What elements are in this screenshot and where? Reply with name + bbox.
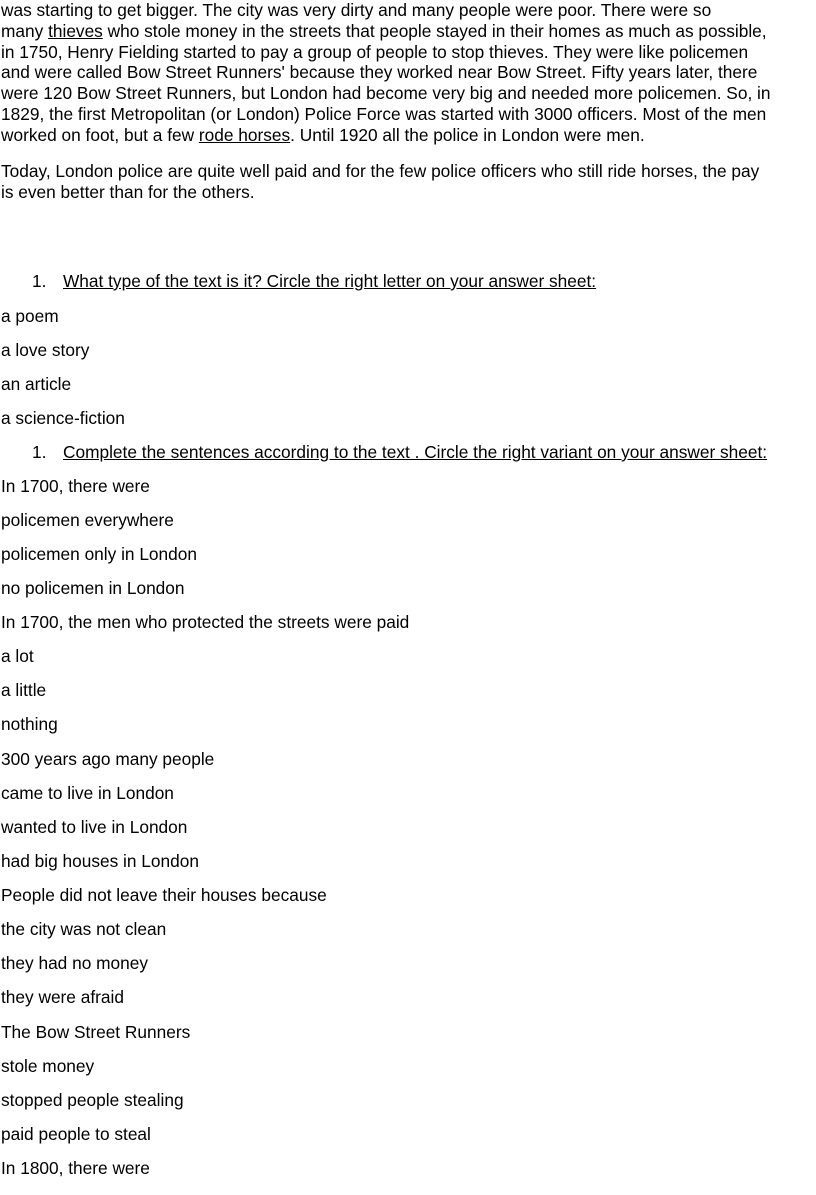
q2-item-option: no policemen in London	[1, 578, 185, 598]
q1-option-a: a poem	[1, 306, 59, 326]
q2-item-prompt: In 1700, the men who protected the streets were paid	[1, 612, 410, 632]
passage-text: who stole money in the streets that people stayed in their homes as much as possible,	[102, 20, 767, 41]
q2-item-prompt: The Bow Street Runners	[1, 1022, 191, 1042]
q2-item-option: wanted to live in London	[1, 817, 188, 837]
passage-line: is even better than for the others.	[1, 181, 255, 202]
passage-line: and were called Bow Street Runners' because they worked near Bow Street. Fifty years later, there	[1, 62, 758, 83]
question-2-number: 1.	[32, 442, 47, 462]
passage-text: worked on foot, but a few	[1, 124, 199, 145]
question-2-text: Complete the sentences according to the text . Circle the right variant on your answer sheet:	[63, 442, 768, 462]
passage-line: in 1750, Henry Fielding started to pay a group of people to stop thieves. They were like policemen	[1, 41, 749, 62]
q2-item-prompt: In 1700, there were	[1, 476, 150, 496]
passage-paragraph-1	[1, 0, 771, 146]
q2-item-option: a lot	[1, 646, 34, 666]
q2-item-option: stole money	[1, 1056, 95, 1076]
q2-item-option: they were afraid	[1, 987, 124, 1007]
q1-option-b: a love story	[1, 340, 90, 360]
thieves-link[interactable]: thieves	[48, 20, 103, 41]
q2-item-prompt: 300 years ago many people	[1, 749, 215, 769]
passage-line: was starting to get bigger. The city was very dirty and many people were poor. There were so	[1, 0, 712, 20]
q1-option-d: a science-fiction	[1, 408, 125, 428]
q2-item-option: came to live in London	[1, 783, 174, 803]
q2-item-option: paid people to steal	[1, 1124, 151, 1144]
q2-item-option: policemen only in London	[1, 544, 197, 564]
passage-text: . Until 1920 all the police in London were men.	[290, 124, 645, 145]
passage-text: many	[1, 20, 49, 41]
q2-item-option: nothing	[1, 714, 58, 734]
question-1-text: What type of the text is it? Circle the right letter on your answer sheet:	[63, 271, 597, 291]
q2-item-prompt: People did not leave their houses because	[1, 885, 327, 905]
q2-item-option: a little	[1, 680, 47, 700]
passage-line: 1829, the first Metropolitan (or London) Police Force was started with 3000 officers. Most of the men	[1, 103, 767, 124]
q2-item-prompt: In 1800, there were	[1, 1158, 150, 1178]
passage-line	[1, 125, 771, 146]
q2-item-option: policemen everywhere	[1, 510, 174, 530]
passage-line: Today, London police are quite well paid and for the few police officers who still ride horses, the pay	[1, 161, 760, 181]
q2-item-option: had big houses in London	[1, 851, 199, 871]
q1-option-c: an article	[1, 374, 72, 394]
passage-paragraph-2	[1, 161, 759, 203]
q2-item-option: the city was not clean	[1, 919, 167, 939]
question-1-number: 1.	[32, 271, 47, 291]
rode-horses-link[interactable]: rode horses	[198, 124, 291, 145]
passage-line	[1, 21, 771, 42]
q2-item-option: stopped people stealing	[1, 1090, 184, 1110]
q2-item-option: they had no money	[1, 953, 148, 973]
passage-line: were 120 Bow Street Runners, but London had become very big and needed more policemen. So, in	[1, 83, 771, 104]
